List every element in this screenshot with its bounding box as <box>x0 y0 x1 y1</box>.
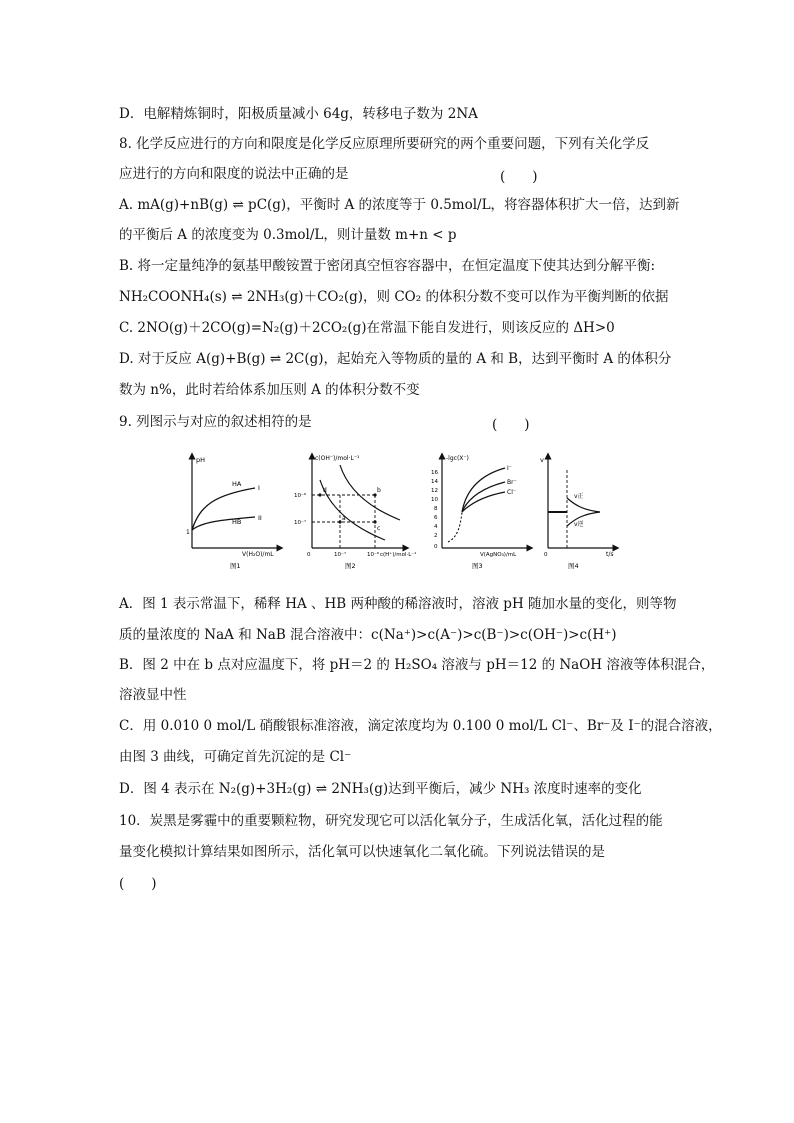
fig1-caption: 图1 <box>230 562 241 570</box>
q9-answer-paren: ( ) <box>492 417 530 433</box>
fig1-origin-mark: 1 <box>186 529 190 536</box>
q8-option-a-line2: 的平衡后 A 的浓度变为 0.3mol/L，则计量数 m+n < p <box>119 227 457 243</box>
fig3-tick-0: 0 <box>434 544 438 550</box>
q8-answer-paren: ( ) <box>500 169 538 185</box>
fig2-curve-high <box>340 465 400 520</box>
q8-option-d-line1: D. 对于反应 A(g)+B(g) ⇌ 2C(g)，起始充入等物质的量的 A 和 B，达到平衡时 A 的体积分 <box>119 351 672 367</box>
fig4-label-vreverse: v逆 <box>574 521 584 528</box>
fig2-x-tick-2: 10⁻⁶ <box>367 552 380 558</box>
q9-option-d: D．图 4 表示在 N₂(g)+3H₂(g) ⇌ 2NH₃(g)达到平衡后，减少 NH₃ 浓度时速率的变化 <box>119 781 642 797</box>
fig4-curve-forward <box>567 498 600 512</box>
fig3-tick-4: 4 <box>434 524 438 530</box>
q7-option-d: D．电解精炼铜时，阳极质量减小 64g，转移电子数为 2NA <box>119 106 478 122</box>
fig2-caption: 图2 <box>345 562 356 570</box>
fig4-caption: 图4 <box>568 562 579 570</box>
q8-stem-line2: 应进行的方向和限度的说法中正确的是 <box>119 166 349 182</box>
q8-option-d-line2: 数为 n%，此时若给体系加压则 A 的体积分数不变 <box>119 382 420 398</box>
q10-stem-line2: 量变化模拟计算结果如图所示，活化氧可以快速氧化二氧化硫。下列说法错误的是 <box>119 844 605 860</box>
q8-stem-line1: 8. 化学反应进行的方向和限度是化学反应原理所要研究的两个重要问题，下列有关化学反 <box>119 136 650 152</box>
fig3-tick-14: 14 <box>431 479 438 485</box>
fig2-point-c: c <box>377 525 381 532</box>
fig1-label-ha: HA <box>232 480 242 488</box>
fig3-tick-10: 10 <box>431 497 438 503</box>
q9-option-b-line2: 溶液显中性 <box>119 687 187 703</box>
q9-option-a-line1: A．图 1 表示常温下，稀释 HA 、HB 两种酸的稀溶液时，溶液 pH 随加水量的变化，则等物 <box>119 596 677 612</box>
fig2-x-tick-1: 10⁻⁷ <box>334 552 347 558</box>
fig4-label-vforward: v正 <box>574 493 584 500</box>
fig1-ylabel: pH <box>196 456 206 464</box>
fig1-mark-2: II <box>258 514 262 522</box>
fig3-label-i: I⁻ <box>507 465 512 472</box>
fig2-point-b: b <box>377 487 381 494</box>
fig3-xlabel: V(AgNO₃)/mL <box>480 552 517 558</box>
q9-option-b-line1: B．图 2 中在 b 点对应温度下，将 pH＝2 的 H₂SO₄ 溶液与 pH＝12 的 NaOH 溶液等体积混合， <box>119 657 715 673</box>
fig3-tick-16: 16 <box>431 470 438 476</box>
q9-option-c-line1: C．用 0.010 0 mol/L 硝酸银标准溶液，滴定浓度均为 0.100 0 mol/L Cl⁻、Br⁻及 I⁻的混合溶液， <box>119 718 722 734</box>
fig3-caption: 图3 <box>472 562 483 570</box>
figure-3 <box>431 455 530 570</box>
fig2-origin: 0 <box>307 552 311 558</box>
figure-2 <box>294 455 416 570</box>
q9-stem: 9. 列图示与对应的叙述相符的是 <box>119 414 312 430</box>
fig1-xlabel: V(H₂O)/mL <box>242 551 274 558</box>
fig2-ylabel: c(OH⁻)/mol·L⁻¹ <box>315 455 360 462</box>
fig3-label-cl: Cl⁻ <box>507 489 517 496</box>
fig3-tick-8: 8 <box>434 506 438 512</box>
q9-option-a-line2: 质的量浓度的 NaA 和 NaB 混合溶液中：c(Na⁺)>c(A⁻)>c(B⁻)>c(OH⁻)>c(H⁺) <box>119 627 617 643</box>
fig2-point-a: a <box>342 515 346 522</box>
q8-option-b-line2: NH₂COONH₄(s) ⇌ 2NH₃(g)＋CO₂(g)，则 CO₂ 的体积分数不变可以作为平衡判断的依据 <box>119 289 669 305</box>
q10-stem-line1: 10．炭黑是雾霾中的重要颗粒物，研究发现它可以活化氧分子，生成活化氧，活化过程的能 <box>119 813 663 829</box>
q9-option-c-line2: 由图 3 曲线，可确定首先沉淀的是 Cl⁻ <box>119 749 352 765</box>
figure-1 <box>186 456 280 570</box>
fig3-tick-2: 2 <box>434 533 438 539</box>
fig3-ylabel: -lgc(X⁻) <box>446 455 469 462</box>
q9-figures <box>180 450 620 580</box>
figure-4 <box>540 456 616 570</box>
fig3-curve-br <box>462 482 505 512</box>
fig4-ylabel: v <box>540 456 544 464</box>
fig1-mark-1: I <box>258 484 260 492</box>
fig2-xlabel: c(H⁺)/mol·L⁻¹ <box>380 552 417 558</box>
q10-answer-paren: ( ) <box>119 876 157 892</box>
curve-ha <box>192 488 255 530</box>
fig3-tick-6: 6 <box>434 515 438 521</box>
q8-option-c: C. 2NO(g)＋2CO(g)=N₂(g)＋2CO₂(g)在常温下能自发进行，则该反应的 ΔH>0 <box>119 320 615 336</box>
fig2-y-tick-2: 10⁻⁷ <box>294 520 307 526</box>
q8-option-a-line1: A. mA(g)+nB(g) ⇌ pC(g)，平衡时 A 的浓度等于 0.5mol/L，将容器体积扩大一倍，达到新 <box>119 197 680 213</box>
fig3-label-br: Br⁻ <box>507 479 517 486</box>
fig2-point-d: d <box>323 487 327 494</box>
fig4-xlabel: t/s <box>606 551 614 558</box>
q8-option-b-line1: B. 将一定量纯净的氨基甲酸铵置于密闭真空恒容容器中，在恒定温度下使其达到分解平衡: <box>119 258 656 274</box>
fig1-label-hb: HB <box>232 518 242 526</box>
fig3-tick-12: 12 <box>431 488 438 494</box>
fig4-origin: 0 <box>544 552 548 558</box>
fig2-y-tick-1: 10⁻⁶ <box>294 493 307 499</box>
curve-hb <box>192 517 255 530</box>
